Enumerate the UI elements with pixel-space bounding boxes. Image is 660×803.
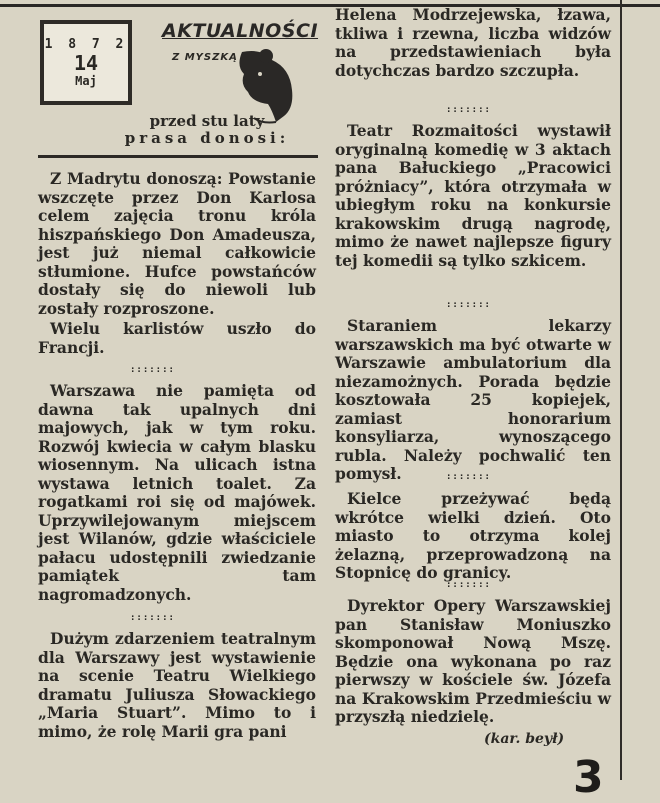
date-day: 14	[73, 51, 99, 75]
article-paragraph: Kielce przeżywać będą wkrótce wielki dzień. Oto miasto to otrzyma kolej żelazną, przeprowadzoną na Stopnicę do granicy.	[335, 489, 611, 582]
separator: :::::::	[130, 613, 175, 623]
separator: :::::::	[446, 105, 491, 115]
tagline-line1: przed stu laty	[149, 112, 265, 130]
article-madrid	[38, 170, 316, 357]
byline: (kar. beył)	[484, 731, 565, 747]
column-logo	[162, 20, 319, 120]
tagline-line2: prasa donosi:	[124, 129, 290, 147]
separator: :::::::	[446, 300, 491, 310]
article-paragraph: Dużym zdarzeniem teatralnym dla Warszawy jest wystawienie na scenie Teatru Wielkiego dramatu Juliusza Słowackiego „Maria Stuart”. Mimo to i mimo, że rolę Marii gra pani	[38, 629, 316, 741]
column-rule	[620, 0, 622, 780]
article-modrzejewska	[335, 6, 611, 80]
article-maria-stuart	[38, 630, 316, 741]
article-ambulatorium	[335, 317, 611, 484]
column-subtitle: Z MYSZKĄ	[172, 52, 238, 63]
separator: :::::::	[130, 365, 175, 375]
article-kielce	[335, 490, 611, 583]
article-paragraph: Helena Modrzejewska, łzawa, tkliwa i rzewna, liczba widzów na przedstawieniach była dotychczas bardzo szczupła.	[335, 5, 611, 80]
page-number: 3	[573, 752, 604, 803]
article-moniuszko	[335, 597, 611, 727]
tagline	[122, 113, 292, 147]
separator: :::::::	[446, 472, 491, 482]
article-paragraph: Z Madrytu donoszą: Powstanie wszczęte przez Don Karlosa celem zajęcia tronu króla hiszpańskiego Don Amadeusza, jest już niemal całkowicie stłumione. Hufce powstańców dostały się do niewoli lub zostały rozproszone.	[38, 169, 316, 318]
date-box	[40, 20, 132, 105]
article-paragraph: Warszawa nie pamięta od dawna tak upalnych dni majowych, jak w tym roku. Rozwój kwiecia w całym blasku wiosennym. Na ulicach istna wystawa letnich toalet. Za rogatkami roi się od majówek. Uprzywilejowanym miejscem jest Wilanów, gdzie właściciele pałacu udostępnili zwiedzanie pamiątek tam nagromadzonych.	[38, 381, 316, 604]
article-paragraph: Dyrektor Opery Warszawskiej pan Stanisław Moniuszko skomponował Nową Mszę. Będzie ona wykonana po raz pierwszy w kościele św. Józefa na Krakowskim Przedmieściu w przyszłą niedzielę.	[335, 596, 611, 726]
date-year: 1 8 7 2	[44, 37, 128, 52]
article-paragraph: Wielu karlistów uszło do Francji.	[38, 319, 316, 357]
article-paragraph: Teatr Rozmaitości wystawił oryginalną komedię w 3 aktach pana Bałuckiego „Pracowici próżniacy”, która otrzymała w ubiegłym roku na konkursie krakowskim drugą nagrodę, mimo że nawet najlepsze figury tej komedii są tylko szkicem.	[335, 121, 611, 270]
header-rule	[38, 155, 318, 158]
article-teatr-rozmaitosci	[335, 122, 611, 270]
article-paragraph: Staraniem lekarzy warszawskich ma być otwarte w Warszawie ambulatorium dla niezamożnych. Porada będzie kosztowała 25 kopiejek, zamiast honorarium konsyliarza, wynoszącego rubla. Należy pochwalić ten pomysł.	[335, 316, 611, 483]
article-warsaw-heat	[38, 382, 316, 604]
date-month: Maj	[75, 74, 97, 88]
separator: :::::::	[446, 580, 491, 590]
column-name: AKTUALNOŚCI	[162, 20, 319, 42]
